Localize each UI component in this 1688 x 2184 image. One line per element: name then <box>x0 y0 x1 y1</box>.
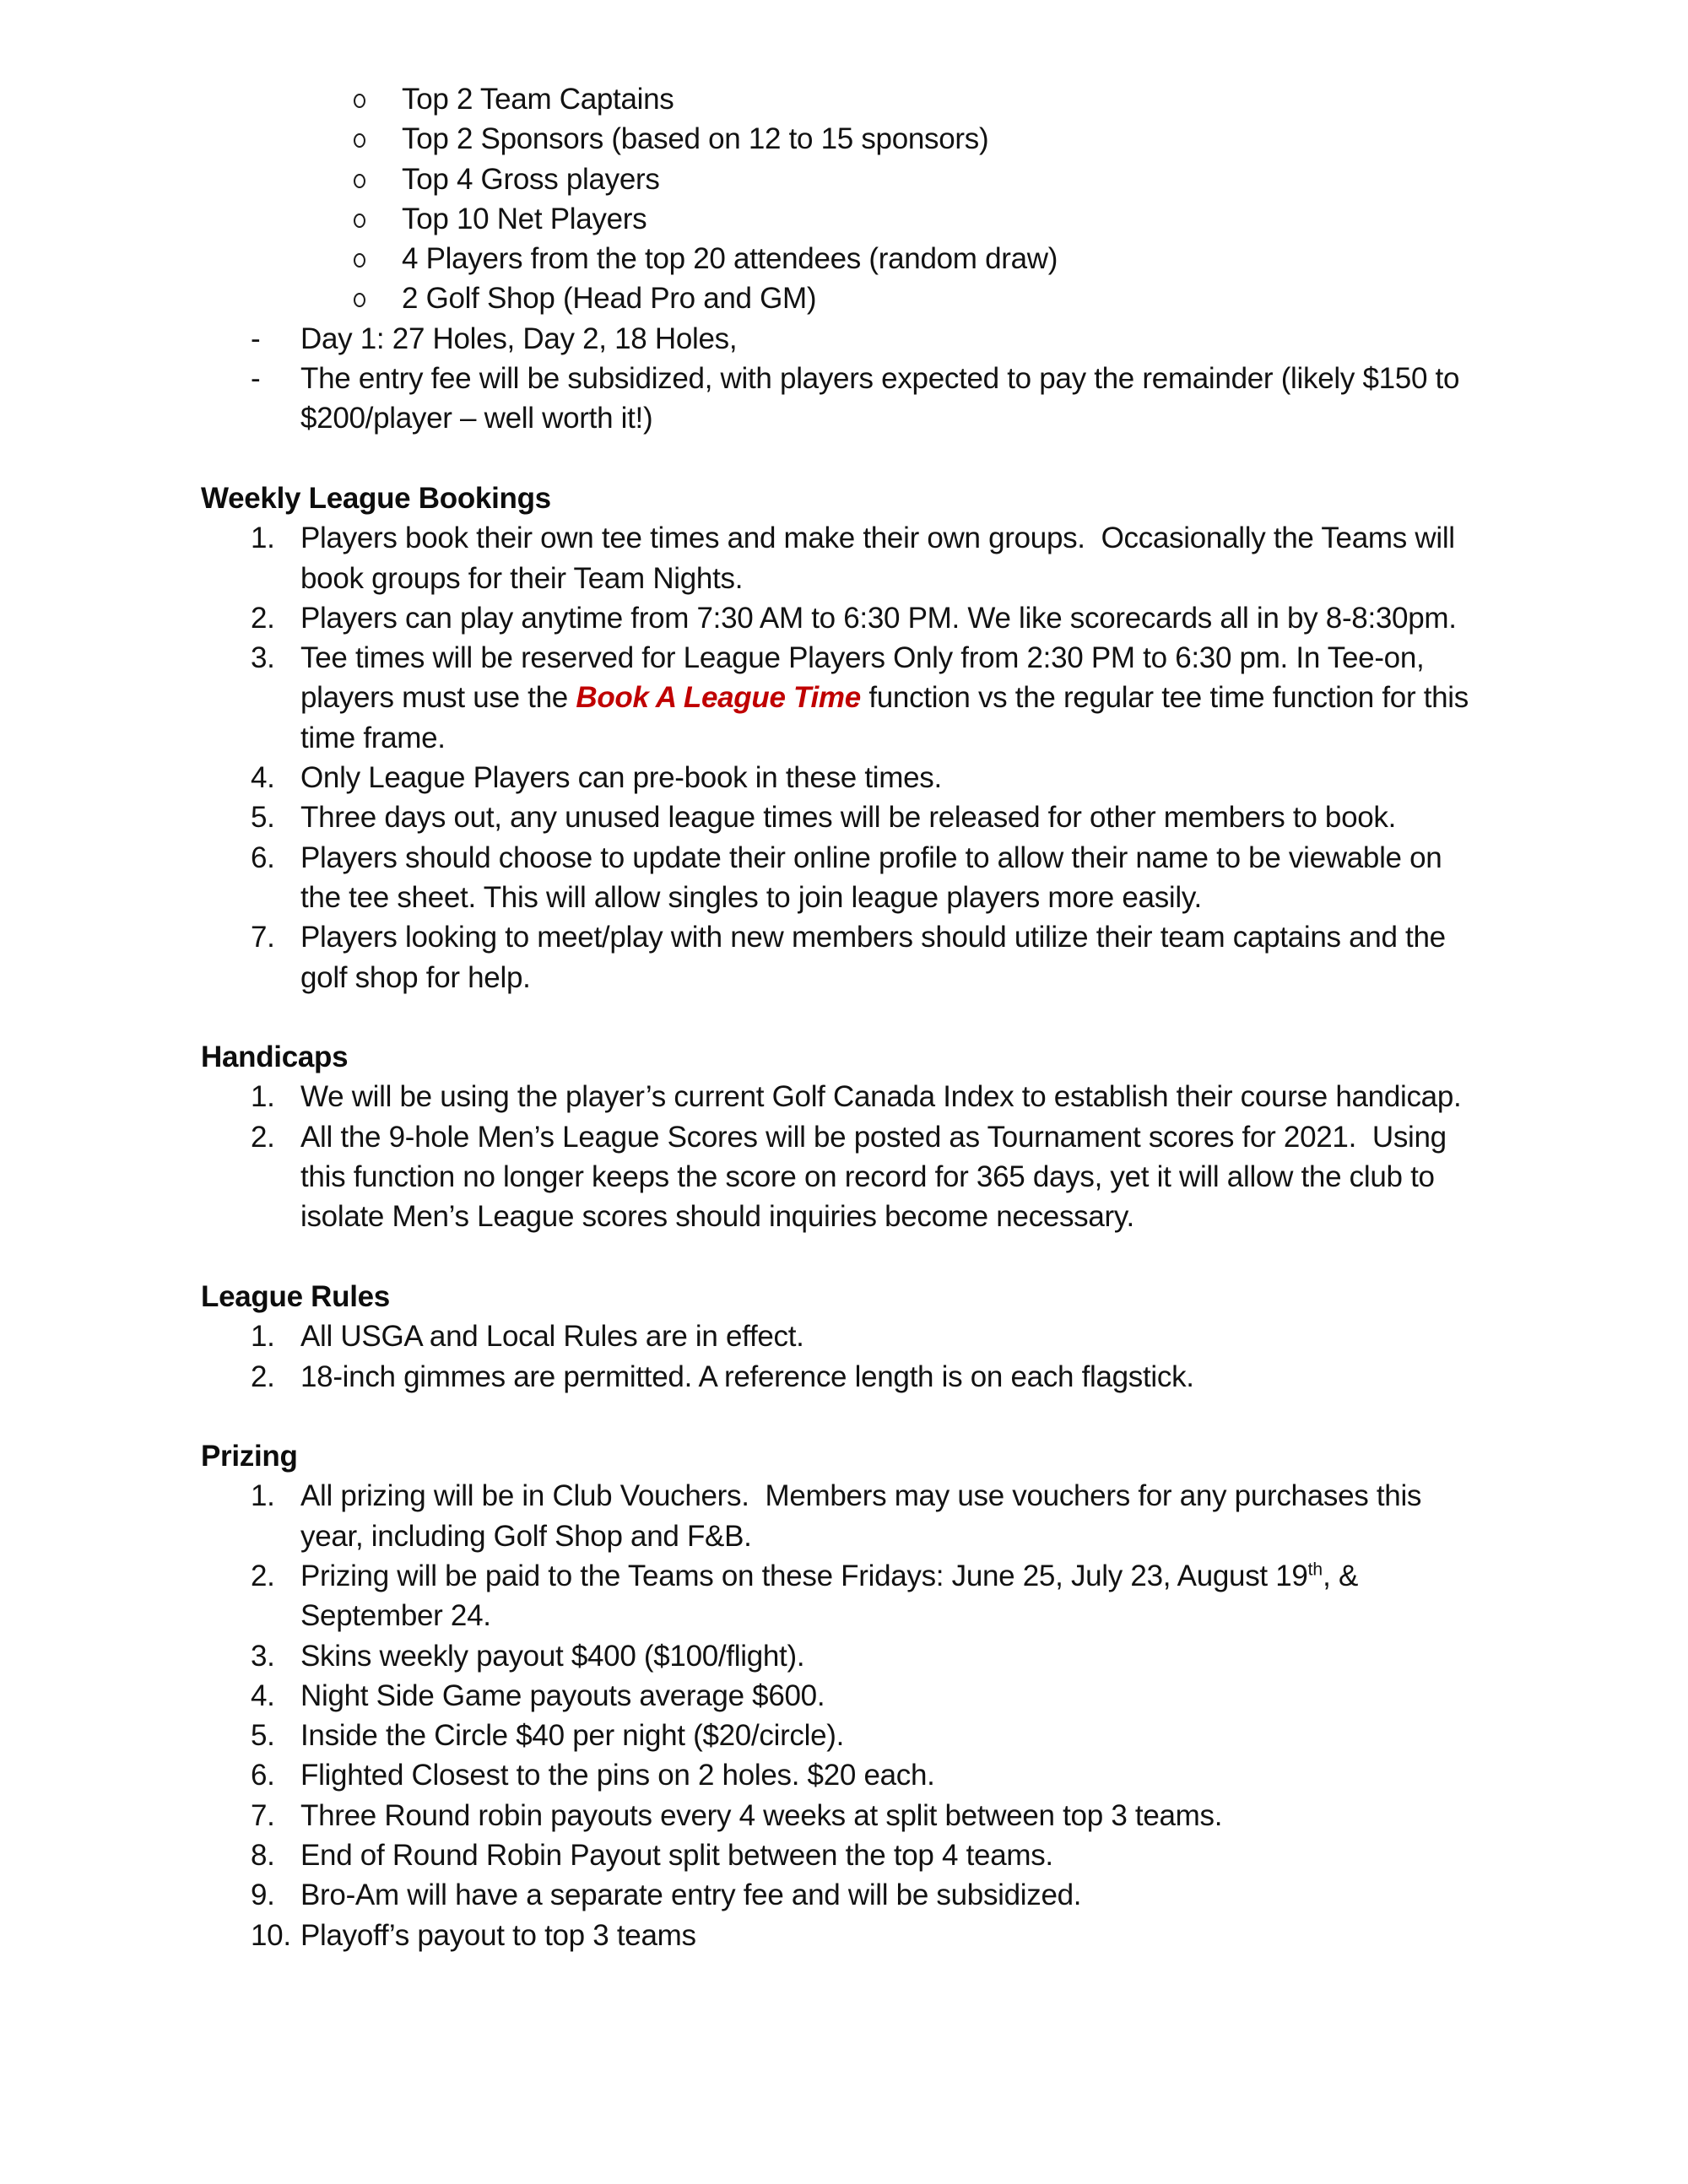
list-item <box>201 1077 1489 1116</box>
text-run: Only League Players can pre-book in these times. <box>300 761 942 795</box>
item-text <box>300 921 1453 993</box>
list-item <box>201 1357 1489 1397</box>
list-item <box>201 1556 1489 1636</box>
number-marker: 7. <box>251 921 275 954</box>
text-run: Inside the Circle $40 per night ($20/circle). <box>300 1719 845 1753</box>
section-heading: Weekly League Bookings <box>201 481 551 515</box>
list-item <box>201 1916 1489 1955</box>
item-text <box>402 203 647 235</box>
item-text <box>300 801 1396 834</box>
number-marker: 6. <box>251 1759 275 1792</box>
text-run: Night Side Game payouts average $600. <box>300 1679 825 1712</box>
spacer-line <box>201 1397 1489 1436</box>
text-run: All the 9-hole Men’s League Scores will be posted as Tournament scores for 2021. Using this function no longer keeps the score on record for 365 days, yet it will allow the club to isolate Men’s League scores should inquiries become necessary. <box>300 1120 1455 1234</box>
number-marker: 4. <box>251 761 275 795</box>
list-item <box>201 1316 1489 1356</box>
list-item <box>201 758 1489 797</box>
number-marker: 3. <box>251 1639 275 1673</box>
number-marker: 6. <box>251 841 275 874</box>
text-run: Top 10 Net Players <box>402 202 647 235</box>
text-run: Three days out, any unused league times will be released for other members to book. <box>300 801 1397 835</box>
number-marker: 1. <box>251 522 275 555</box>
text-run: Three Round robin payouts every 4 weeks at split between top 3 teams. <box>300 1798 1223 1832</box>
list-item <box>201 119 1489 159</box>
circle-bullet-icon <box>354 214 365 228</box>
item-text <box>300 1640 804 1673</box>
item-text <box>402 122 988 155</box>
red-emphasis-text: Book A League Time <box>576 681 861 715</box>
number-marker: 2. <box>251 1559 275 1592</box>
text-run: The entry fee will be subsidized, with players expected to pay the remainder (likely $150 to $200/player – well worth it!) <box>300 362 1468 435</box>
number-marker: 5. <box>251 801 275 835</box>
number-marker: 2. <box>251 1120 275 1154</box>
section-heading: League Rules <box>201 1279 390 1313</box>
list-item <box>201 518 1489 598</box>
item-text <box>300 1759 935 1792</box>
text-run: Day 1: 27 Holes, Day 2, 18 Holes, <box>300 322 738 355</box>
text-run: Bro-Am will have a separate entry fee and will be subsidized. <box>300 1879 1082 1912</box>
item-text <box>300 362 1468 435</box>
item-text <box>402 163 660 196</box>
item-text <box>300 1679 825 1712</box>
item-text <box>300 602 1457 635</box>
list-item <box>201 1636 1489 1676</box>
document-section <box>201 997 1489 1237</box>
item-text <box>300 1839 1053 1872</box>
list-item <box>201 1835 1489 1875</box>
dash-marker: - <box>251 322 261 355</box>
text-run: 2 Golf Shop (Head Pro and GM) <box>402 282 817 316</box>
document-section <box>201 439 1489 997</box>
text-run: Flighted Closest to the pins on 2 holes. $20 each. <box>300 1759 935 1792</box>
text-run: Playoff’s payout to top 3 teams <box>300 1918 696 1952</box>
circle-bullet-icon <box>354 253 365 268</box>
list-item <box>201 359 1489 439</box>
number-marker: 2. <box>251 1360 275 1393</box>
list-item <box>201 1476 1489 1556</box>
item-text <box>300 1799 1222 1832</box>
text-run: Top 4 Gross players <box>402 162 660 196</box>
item-text <box>300 1719 844 1752</box>
item-text <box>300 761 942 794</box>
text-run: We will be using the player’s current Golf Canada Index to establish their course handicap. <box>300 1080 1462 1114</box>
list-item <box>201 1875 1489 1915</box>
spacer-line <box>201 997 1489 1037</box>
number-marker: 10. <box>251 1918 291 1952</box>
list-item <box>201 319 1489 359</box>
document-page <box>201 79 1489 1955</box>
list-item <box>201 79 1489 119</box>
document-section <box>201 1237 1489 1397</box>
number-marker: 4. <box>251 1679 275 1712</box>
number-marker: 9. <box>251 1879 275 1912</box>
list-item <box>201 1117 1489 1237</box>
item-text <box>300 1320 804 1353</box>
list-item <box>201 239 1489 278</box>
number-marker: 1. <box>251 1080 275 1114</box>
text-run: function vs the regular tee time function for this time frame. <box>300 681 1477 754</box>
item-text <box>402 83 674 116</box>
number-marker: 1. <box>251 1320 275 1354</box>
list-item <box>201 838 1489 918</box>
number-marker: 1. <box>251 1479 275 1513</box>
text-run: Players should choose to update their online profile to allow their name to be viewable on the tee sheet. This will allow singles to join league players more easily. <box>300 841 1450 914</box>
text-run: All USGA and Local Rules are in effect. <box>300 1320 804 1354</box>
list-item <box>201 199 1489 239</box>
number-marker: 8. <box>251 1839 275 1873</box>
list-item <box>201 917 1489 997</box>
text-run: Tee times will be reserved for League Players Only from 2:30 PM to 6:30 pm. In Tee-on, players must use the <box>300 641 1432 715</box>
text-run: Prizing will be paid to the Teams on these Fridays: June 25, July 23, August 19 <box>300 1559 1308 1592</box>
text-run: 4 Players from the top 20 attendees (random draw) <box>402 242 1058 276</box>
circle-bullet-icon <box>354 293 365 307</box>
list-item <box>201 1796 1489 1835</box>
spacer-line <box>201 1237 1489 1277</box>
text-run: Players book their own tee times and make their own groups. Occasionally the Teams will book groups for their Team Nights. <box>300 522 1463 595</box>
text-run: Players looking to meet/play with new members should utilize their team captains and the golf shop for help. <box>300 921 1454 994</box>
item-text <box>300 1360 1194 1393</box>
item-text <box>300 1560 1366 1632</box>
number-marker: 3. <box>251 641 275 675</box>
intro-bullet-list <box>201 79 1489 319</box>
item-text <box>300 1919 696 1952</box>
text-run: Top 2 Team Captains <box>402 83 674 116</box>
list-item <box>201 278 1489 318</box>
number-marker: 2. <box>251 601 275 635</box>
item-text <box>300 641 1476 754</box>
list-item <box>201 638 1489 758</box>
circle-bullet-icon <box>354 94 365 108</box>
document-sections <box>201 439 1489 1955</box>
list-item <box>201 159 1489 199</box>
text-run: Players can play anytime from 7:30 AM to 6:30 PM. We like scorecards all in by 8-8:30pm. <box>300 601 1457 635</box>
text-run: End of Round Robin Payout split between the top 4 teams. <box>300 1839 1053 1873</box>
text-run: Skins weekly payout $400 ($100/flight). <box>300 1639 805 1673</box>
item-text <box>300 841 1450 914</box>
superscript-text: th <box>1307 1560 1323 1580</box>
text-run: Top 2 Sponsors (based on 12 to 15 sponsors) <box>402 122 989 156</box>
item-text <box>402 282 816 315</box>
section-heading: Handicaps <box>201 1041 349 1074</box>
item-text <box>300 1479 1430 1552</box>
item-text <box>300 322 737 355</box>
intro-dash-list <box>201 319 1489 439</box>
spacer-line <box>201 439 1489 478</box>
list-item <box>201 1676 1489 1716</box>
text-run: All prizing will be in Club Vouchers. Members may use vouchers for any purchases this year, including Golf Shop and F&B. <box>300 1479 1430 1553</box>
list-item <box>201 1755 1489 1795</box>
section-heading: Prizing <box>201 1440 298 1473</box>
text-run: 18-inch gimmes are permitted. A reference length is on each flagstick. <box>300 1360 1194 1393</box>
number-marker: 5. <box>251 1719 275 1753</box>
document-section <box>201 1397 1489 1955</box>
dash-marker: - <box>251 362 261 396</box>
item-text <box>300 522 1463 594</box>
circle-bullet-icon <box>354 174 365 188</box>
item-text <box>300 1121 1454 1234</box>
list-item <box>201 598 1489 638</box>
item-text <box>300 1879 1081 1911</box>
list-item <box>201 797 1489 837</box>
number-marker: 7. <box>251 1798 275 1832</box>
item-text <box>402 242 1058 275</box>
text-run: , & September 24. <box>300 1559 1366 1633</box>
circle-bullet-icon <box>354 133 365 148</box>
list-item <box>201 1716 1489 1755</box>
item-text <box>300 1080 1461 1113</box>
